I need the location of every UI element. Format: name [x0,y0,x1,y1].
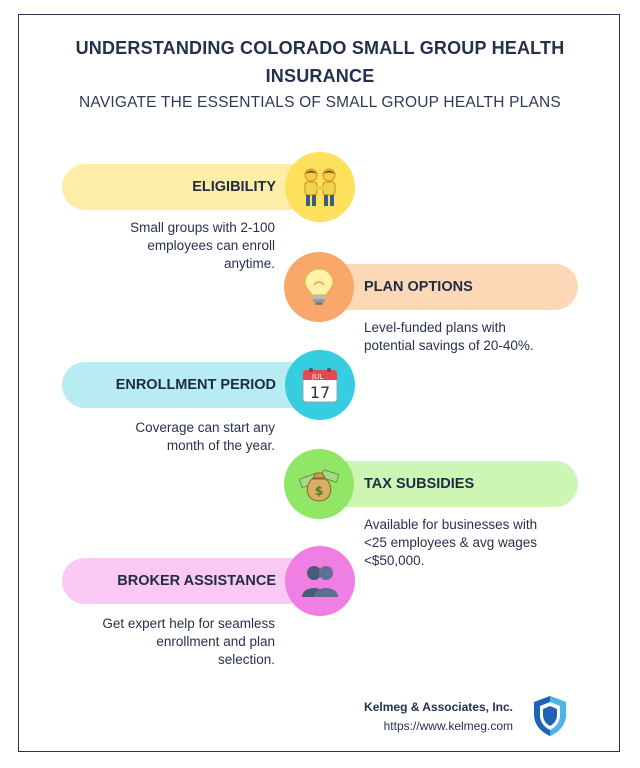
people-silhouette-icon [300,563,340,599]
plan-options-pill [318,264,578,310]
company-name: Kelmeg & Associates, Inc. [364,700,513,714]
svg-text:$: $ [314,484,324,498]
tax-subsidies-description: Available for businesses with <25 employees & avg wages <$50,000. [364,517,538,568]
money-bag-icon [298,464,340,504]
tax-subsidies-label: TAX SUBSIDIES [364,476,475,492]
two-people-icon [298,167,342,207]
eligibility-label: ELIGIBILITY [192,179,276,195]
enrollment-period-label: ENROLLMENT PERIOD [115,377,276,393]
calendar-month: JUL [312,373,324,381]
broker-assistance-description: Get expert help for seamless enrollment and plan selection. [102,616,275,667]
enrollment-period-circle [285,350,355,420]
enrollment-period-pill [62,362,312,408]
eligibility-circle [285,152,355,222]
plan-options-description: Level-funded plans with potential savings of 20-40%. [364,320,534,353]
eligibility-description: Small groups with 2-100 employees can enroll anytime. [130,220,275,271]
company-url[interactable]: https://www.kelmeg.com [383,719,513,733]
title-line-2: INSURANCE [265,66,375,86]
broker-assistance-circle [285,546,355,616]
broker-assistance-pill [62,558,312,604]
title-line-1: UNDERSTANDING COLORADO SMALL GROUP HEALTH [75,38,565,58]
plan-options-circle [284,252,354,322]
light-bulb-icon [302,267,336,307]
calendar-day: 17 [309,383,331,402]
page-title [40,34,600,90]
eligibility-pill [62,164,312,210]
tax-subsidies-pill [318,461,578,507]
enrollment-period-description: Coverage can start any month of the year. [135,420,275,453]
broker-assistance-label: BROKER ASSISTANCE [117,573,276,589]
shield-icon [532,694,568,738]
plan-options-label: PLAN OPTIONS [364,279,473,295]
page-subtitle: NAVIGATE THE ESSENTIALS OF SMALL GROUP HEALTH PLANS [79,94,561,111]
calendar-icon [300,365,340,405]
tax-subsidies-circle [284,449,354,519]
